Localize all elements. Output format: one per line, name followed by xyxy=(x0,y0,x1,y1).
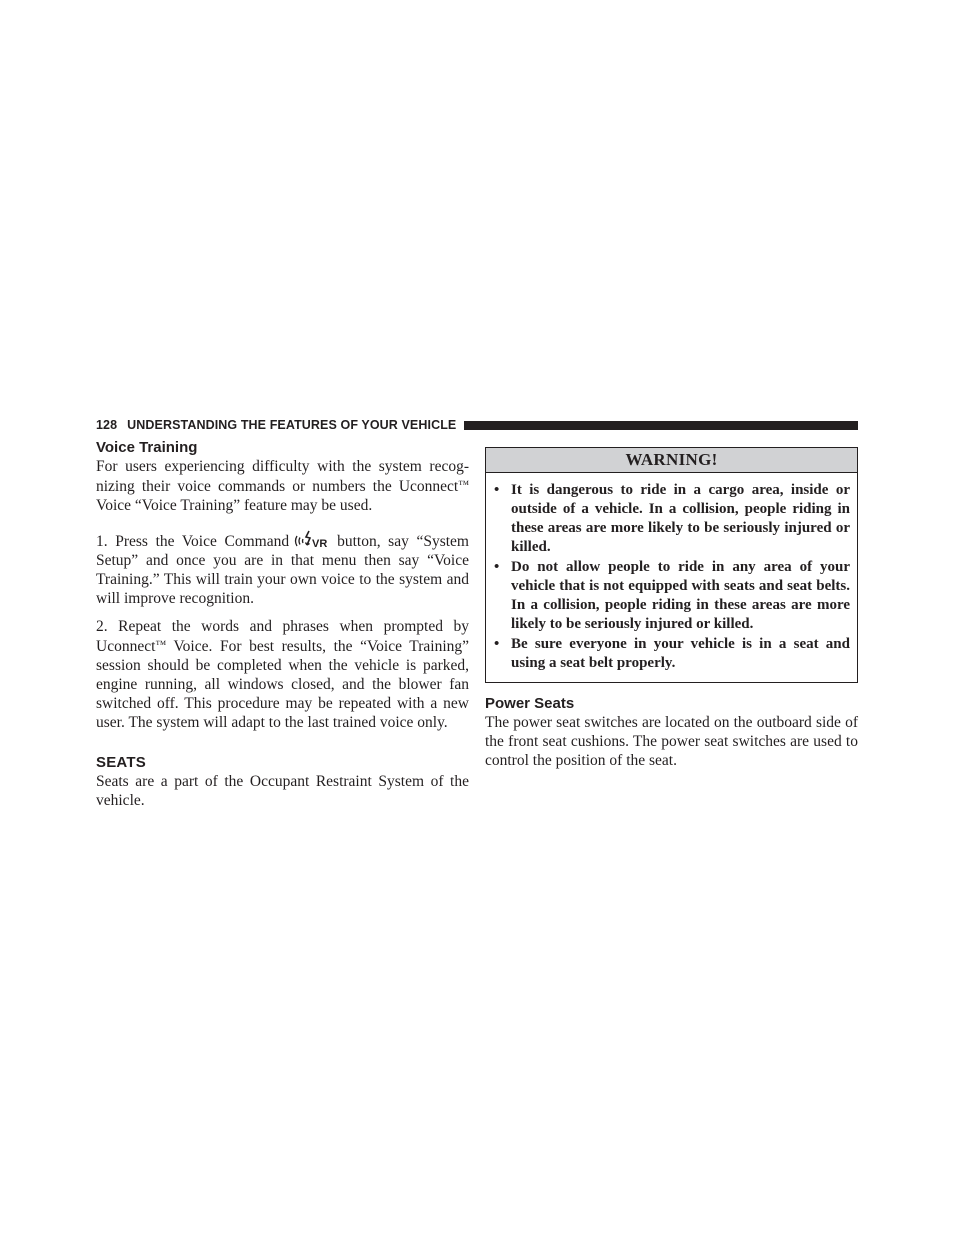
chapter-title: UNDERSTANDING THE FEATURES OF YOUR VEHICLE xyxy=(127,418,457,432)
voice-command-vr-icon xyxy=(293,530,333,550)
page-number: 128 xyxy=(96,418,118,432)
step2-text-b: Voice. For best results, the “Voice Training” session should be completed when the vehicle is parked, engine running, all windows closed, and the blower fan switched off. This procedure may be repeated with a new user. The system will adapt to the last trained voice only. xyxy=(96,638,469,731)
step1-text-b: button, say “System Setup” and once you are in that menu then say “Voice Training.” This will train your own voice to the system and will improve recognition. xyxy=(96,533,469,607)
header-rule xyxy=(464,421,858,430)
warning-item: • Be sure everyone in your vehicle is in a seat and using a seat belt properly. xyxy=(494,635,850,673)
warning-box xyxy=(485,447,858,683)
warning-list xyxy=(486,473,857,682)
right-column xyxy=(485,443,858,779)
svg-text:VR: VR xyxy=(312,538,328,550)
trademark-symbol: ™ xyxy=(458,479,469,491)
voice-training-heading: Voice Training xyxy=(96,439,198,456)
voice-training-step-1 xyxy=(96,530,469,608)
warning-item: • It is dangerous to ride in a cargo area, inside or outside of a vehicle. In a collision, people riding in these areas are more likely to be seriously injured or killed. xyxy=(494,481,850,557)
seats-body: Seats are a part of the Occupant Restraint System of the vehicle. xyxy=(96,773,469,809)
power-seats-body: The power seat switches are located on the outboard side of the front seat cushions. The power seat switches are used to control the position of the seat. xyxy=(485,714,858,769)
voice-training-intro xyxy=(96,457,469,515)
intro-text-a: For users experiencing difficulty with the system recog-nizing their voice commands or numbers the Uconnect xyxy=(96,458,469,495)
page-header xyxy=(96,416,858,434)
voice-training-step-2 xyxy=(96,617,469,732)
seats-heading: SEATS xyxy=(96,754,146,771)
step1-text-a: 1. Press the Voice Command xyxy=(96,533,290,550)
trademark-symbol: ™ xyxy=(155,639,167,651)
warning-item: • Do not allow people to ride in any area of your vehicle that is not equipped with seats and seat belts. In a collision, people riding in these areas are more likely to be seriously injured or killed. xyxy=(494,558,850,634)
left-column xyxy=(96,438,469,819)
warning-title: WARNING! xyxy=(486,448,857,473)
power-seats-heading: Power Seats xyxy=(485,695,575,712)
intro-text-b: Voice “Voice Training” feature may be used. xyxy=(96,497,373,514)
step2-text-a: 2. Repeat the words and phrases when prompted by Uconnect xyxy=(96,618,469,655)
